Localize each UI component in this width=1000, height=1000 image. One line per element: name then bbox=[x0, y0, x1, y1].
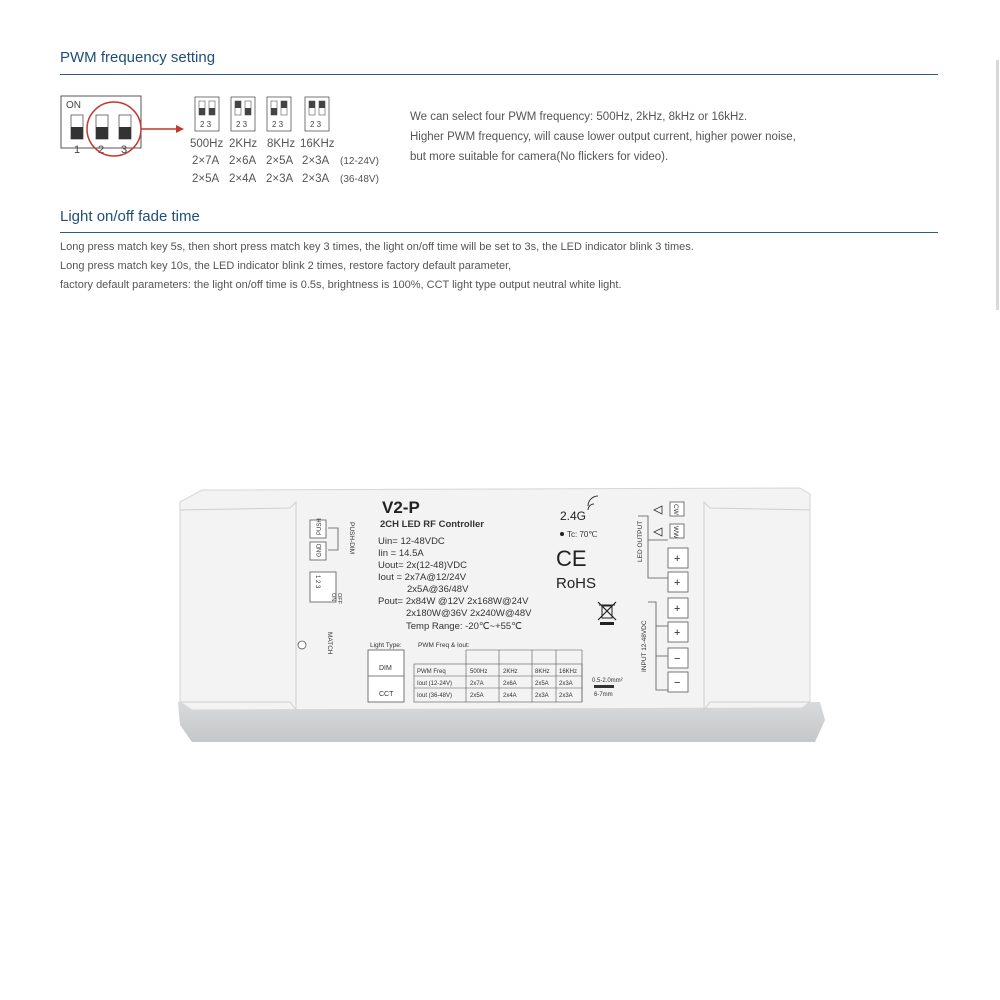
wire-spec: 0.5-2.0mm² bbox=[592, 678, 623, 684]
pwm-table-title: PWM Freq & Iout: bbox=[418, 642, 470, 649]
terminal-sign: + bbox=[674, 627, 681, 639]
match-button bbox=[298, 641, 306, 649]
pwm-table-cell: Iout (12-24V) bbox=[417, 681, 453, 687]
dip-on-label: ON bbox=[66, 100, 81, 111]
spec-iin: Iin = 14.5A bbox=[378, 548, 424, 559]
current-36-48-500hz: 2×5A bbox=[192, 173, 220, 185]
frequency-row bbox=[0, 138, 400, 154]
freq-2khz: 2KHz bbox=[229, 138, 258, 150]
mini-switch-16khz bbox=[305, 97, 329, 131]
page-edge-mark bbox=[996, 60, 999, 310]
spec-pout: Pout= 2x84W @12V 2x168W@24V bbox=[378, 596, 529, 607]
push-label: PUSH bbox=[317, 518, 323, 535]
fade-section-divider bbox=[60, 232, 938, 233]
pwm-section-divider bbox=[60, 74, 938, 75]
wireless-label: 2.4G bbox=[560, 509, 587, 523]
pwm-description-line-1: We can select four PWM frequency: 500Hz, 2kHz, 8kHz or 16kHz. bbox=[410, 111, 748, 123]
spec-iout-2: 2x5A@36/48V bbox=[407, 584, 469, 595]
svg-text:2 3: 2 3 bbox=[310, 120, 322, 129]
pwm-description bbox=[410, 107, 796, 167]
terminal-sign: + bbox=[674, 577, 681, 589]
current-36-48-16khz: 2×3A bbox=[302, 173, 330, 185]
fade-line-3: factory default parameters: the light on/off time is 0.5s, brightness is 100%, CCT light type output neutral white light. bbox=[60, 279, 622, 291]
tc-dot-icon bbox=[560, 532, 564, 536]
current-36-48-2khz: 2×4A bbox=[229, 173, 257, 185]
strip-spec: 6-7mm bbox=[594, 692, 613, 698]
tc-label: Tc: 70℃ bbox=[567, 530, 598, 539]
pwm-table-cell: Iout (36-48V) bbox=[417, 693, 453, 699]
current-12-24-8khz: 2×5A bbox=[266, 155, 294, 167]
pwm-table-cell: 2x7A bbox=[470, 681, 484, 687]
dip-number-1: 1 bbox=[74, 144, 81, 156]
range-12-24v: (12-24V) bbox=[340, 156, 379, 167]
freq-500hz: 500Hz bbox=[190, 138, 224, 150]
current-row-36-48v bbox=[0, 173, 400, 189]
terminal-sign: + bbox=[674, 603, 681, 615]
channel-label-cw bbox=[670, 502, 684, 516]
pwm-description-line-3: but more suitable for camera(No flickers for video). bbox=[410, 151, 669, 163]
gnd-label: GND bbox=[317, 543, 323, 557]
pwm-table-header-cell: 16KHz bbox=[559, 669, 578, 675]
current-12-24-16khz: 2×3A bbox=[302, 155, 330, 167]
push-dim-label: PUSH-DIM bbox=[348, 522, 355, 555]
input-label: INPUT 12-48VDC bbox=[641, 620, 648, 672]
match-label: MATCH bbox=[326, 632, 333, 655]
svg-text:CW: CW bbox=[672, 504, 679, 515]
pwm-section-title: PWM frequency setting bbox=[60, 49, 216, 66]
device-dip-on: ON bbox=[330, 593, 336, 602]
spec-iout: Iout = 2x7A@12/24V bbox=[378, 572, 467, 583]
current-row-12-24v bbox=[0, 155, 400, 171]
device-model: V2-P bbox=[382, 498, 420, 517]
pwm-table-cell: 2x3A bbox=[559, 681, 573, 687]
current-12-24-500hz: 2×7A bbox=[192, 155, 220, 167]
dip-number-3: 3 bbox=[121, 144, 128, 156]
pwm-table-header-cell: PWM Freq bbox=[417, 669, 446, 675]
dip-number-2: 2 bbox=[98, 144, 105, 156]
terminal-sign: − bbox=[674, 677, 681, 689]
pwm-table-cell: 2x5A bbox=[535, 681, 549, 687]
fade-description bbox=[60, 238, 694, 295]
rohs-mark: RoHS bbox=[556, 575, 597, 592]
pwm-table-header-cell: 500Hz bbox=[470, 669, 488, 675]
channel-label-ww bbox=[670, 524, 684, 539]
pwm-table-cell: 2x3A bbox=[535, 693, 549, 699]
device-subtitle: 2CH LED RF Controller bbox=[380, 519, 484, 530]
freq-16khz: 16KHz bbox=[300, 138, 335, 150]
fade-line-2: Long press match key 10s, the LED indicator blink 2 times, restore factory default parameter, bbox=[60, 260, 512, 272]
svg-text:2 3: 2 3 bbox=[272, 120, 284, 129]
spec-uout: Uout= 2x(12-48)VDC bbox=[378, 560, 467, 571]
highlight-arrow-head bbox=[176, 125, 184, 133]
mini-switch-8khz bbox=[267, 97, 291, 131]
fade-section-title: Light on/off fade time bbox=[60, 208, 200, 225]
light-type-label: Light Type: bbox=[370, 642, 402, 649]
range-36-48v: (36-48V) bbox=[340, 174, 379, 185]
ce-mark: CE bbox=[556, 546, 587, 571]
device-illustration bbox=[170, 480, 830, 750]
mini-switch-2khz bbox=[231, 97, 255, 131]
svg-text:2 3: 2 3 bbox=[200, 120, 212, 129]
current-12-24-2khz: 2×6A bbox=[229, 155, 257, 167]
svg-text:2 3: 2 3 bbox=[236, 120, 248, 129]
svg-text:WW: WW bbox=[672, 526, 679, 539]
fade-line-1: Long press match key 5s, then short press match key 3 times, the light on/off time will be set to 3s, the LED indicator blink 3 times. bbox=[60, 241, 694, 253]
spec-uin: Uin= 12-48VDC bbox=[378, 536, 445, 547]
pwm-table-header-cell: 8KHz bbox=[535, 669, 550, 675]
cct-label: CCT bbox=[379, 691, 394, 698]
current-36-48-8khz: 2×3A bbox=[266, 173, 294, 185]
device-dip-off: OFF bbox=[336, 593, 342, 604]
led-output-label: LED OUTPUT bbox=[637, 520, 644, 562]
terminal-sign: + bbox=[674, 553, 681, 565]
dim-label: DIM bbox=[379, 665, 392, 672]
pwm-table-cell: 2x3A bbox=[559, 693, 573, 699]
freq-8khz: 8KHz bbox=[267, 138, 296, 150]
spec-temp: Temp Range: -20℃~+55℃ bbox=[406, 621, 522, 632]
wire-strip-icon bbox=[594, 685, 614, 688]
pwm-description-line-2: Higher PWM frequency, will cause lower output current, higher power noise, bbox=[410, 131, 796, 143]
spec-pout-2: 2x180W@36V 2x240W@48V bbox=[406, 608, 532, 619]
pwm-table-cell: 2x6A bbox=[503, 681, 517, 687]
pwm-table-cell: 2x4A bbox=[503, 693, 517, 699]
mini-switch-500hz bbox=[195, 97, 219, 131]
pwm-table-header-cell: 2KHz bbox=[503, 669, 518, 675]
pwm-table-cell: 2x5A bbox=[470, 693, 484, 699]
terminal-sign: − bbox=[674, 653, 681, 665]
device-dip-numbers: 1 2 3 bbox=[314, 575, 320, 589]
